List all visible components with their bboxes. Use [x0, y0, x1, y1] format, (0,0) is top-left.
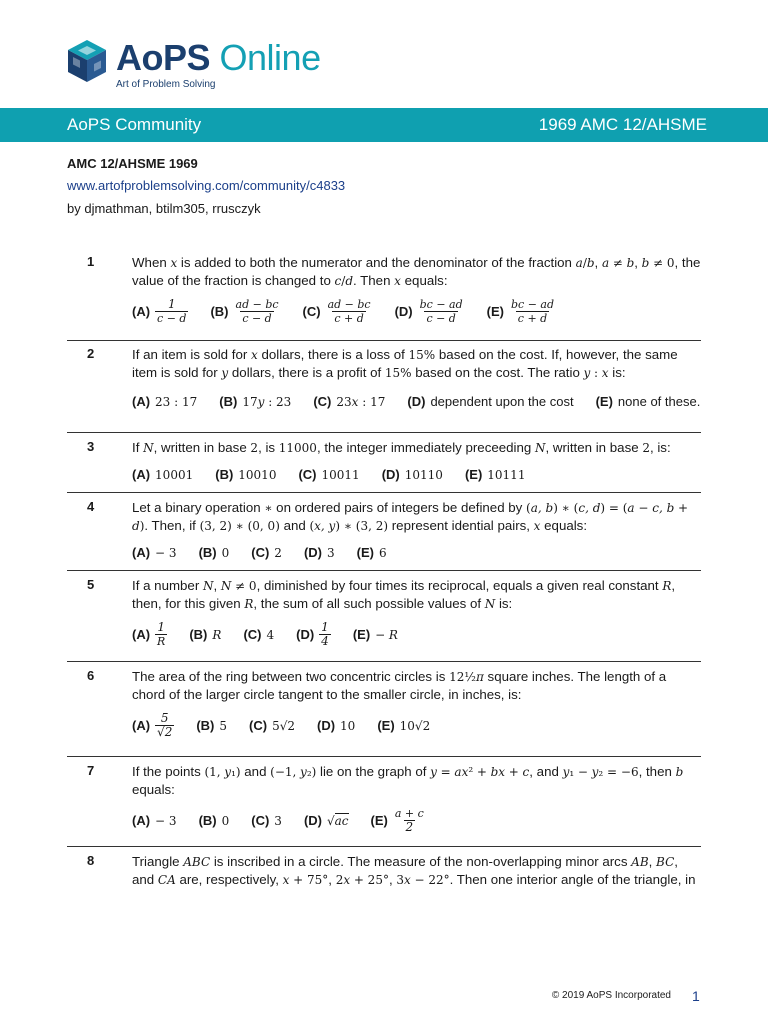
answer-choices: [132, 712, 701, 739]
authors: by djmathman, btilm305, rrusczyk: [67, 201, 261, 216]
answer-choices: [132, 394, 701, 409]
choice-e: (E) 10√2: [377, 718, 431, 733]
choice-b: (B) R: [189, 627, 222, 642]
problem-number: 4: [87, 499, 95, 514]
choice-a: (A) − 3: [132, 545, 177, 560]
contest-title: AMC 12/AHSME 1969: [67, 156, 198, 171]
problem-number: 6: [87, 668, 95, 683]
choice-a: (A) − 3: [132, 813, 177, 828]
choice-b: (B) 10010: [215, 467, 277, 482]
choice-c: (C) 5√2: [249, 718, 295, 733]
divider: [67, 846, 701, 847]
choice-e: (E) $\frac{bc - ad}{c + d}$: [486, 298, 555, 325]
choice-e: (E) none of these.: [595, 394, 701, 409]
choice-c: (C) 2: [251, 545, 282, 560]
divider: [67, 340, 701, 341]
answer-choices: [132, 298, 701, 325]
problem-text: If a number N, N ≠ 0, diminished by four times its reciprocal, equals a given real constant R, then, for this given R, the sum of all such possible values of N is:: [132, 578, 676, 611]
problem-number: 2: [87, 346, 95, 361]
choice-b: (B) $\frac{ad - bc}{c - d}$: [210, 298, 279, 325]
choice-e: (E) $\frac{a + c}{2}$: [370, 807, 424, 834]
choice-d: (D) $\frac{bc - ad}{c - d}$: [394, 298, 463, 325]
choice-a: (A) $\frac{1}{R}$: [132, 620, 166, 648]
choice-d: (D) √ ac: [303, 813, 349, 828]
choice-e: (E) − R: [352, 627, 398, 642]
choice-c: (C) 4: [243, 627, 275, 642]
problem-8: [67, 853, 701, 889]
choice-b: (B) 17 y : 23: [219, 394, 292, 409]
page-number: 1: [692, 988, 700, 1004]
banner-community[interactable]: AoPS Community: [67, 115, 202, 134]
problem-text: When x is added to both the numerator and the denominator of the fraction a/b, a ≠ b, b ≠ 0, the value of the fraction is changed to c/d. Then x equals:: [132, 255, 701, 288]
choice-a: (A) 23 : 17: [132, 394, 198, 409]
problem-text: If N, written in base 2, is 11000, the integer immediately preceeding N, written in base 2, is:: [132, 440, 671, 455]
choice-c: (C) 10011: [298, 467, 360, 482]
problem-number: 1: [87, 254, 95, 269]
choice-c: (C) $\frac{ad - bc}{c + d}$: [302, 298, 371, 325]
problem-2: [67, 346, 701, 409]
divider: [67, 432, 701, 433]
choice-b: (B) 0: [198, 813, 230, 828]
choice-a: (A) $\frac{1}{c - d}$: [132, 297, 187, 325]
divider: [67, 756, 701, 757]
answer-choices: [132, 621, 701, 648]
community-link[interactable]: www.artofproblemsolving.com/community/c4833: [67, 178, 346, 193]
cube-logo-icon: [66, 38, 108, 84]
problem-3: [67, 439, 701, 482]
problem-text: The area of the ring between two concentric circles is 12½π square inches. The length of a chord of the larger circle tangent to the smaller circle, in inches, is:: [132, 669, 667, 702]
problem-5: [67, 577, 701, 648]
divider: [67, 661, 701, 662]
divider: [67, 570, 701, 571]
choice-d: (D) 10110: [381, 467, 443, 482]
choice-d: (D) 3: [303, 545, 335, 560]
answer-choices: [132, 467, 701, 482]
divider: [67, 492, 701, 493]
choice-d: (D) $\frac{1}{4}$: [296, 620, 329, 648]
logo-tagline: Art of Problem Solving: [116, 79, 216, 90]
problem-number: 7: [87, 763, 95, 778]
choice-e: (E) 10111: [464, 467, 526, 482]
problem-text: Let a binary operation ∗ on ordered pairs of integers be defined by (a, b) ∗ (c, d) = (a − c, b + d). Then, if (3, 2) ∗ (0, 0) and (x, y) ∗ (3, 2) represent idential pairs, x equals:: [132, 500, 689, 533]
answer-choices: [132, 807, 701, 834]
answer-choices: [132, 545, 701, 560]
problem-text: If the points (1, y₁) and (−1, y₂) lie on the graph of y = ax² + bx + c, and y₁ − y₂ = −6, then b equals:: [132, 764, 684, 797]
choice-d: (D) 10: [316, 718, 356, 733]
footer-copyright: © 2019 AoPS Incorporated: [551, 990, 671, 1001]
choice-b: (B) 0: [198, 545, 230, 560]
problem-1: [67, 254, 701, 325]
problem-text: Triangle ABC is inscribed in a circle. The measure of the non-overlapping minor arcs AB, BC, and CA are, respectively, x + 75°, 2x + 25°, 3x − 22°. Then one interior angle of the triangle, in: [132, 854, 696, 887]
problem-text: If an item is sold for x dollars, there is a loss of 15% based on the cost. If, however, the same item is sold for y dollars, there is a profit of 15% based on the cost. The ratio y : x is:: [132, 347, 678, 380]
choice-a: (A) $\frac{5}{√2}$: [132, 711, 173, 739]
choice-d: (D) dependent upon the cost: [407, 394, 574, 409]
choice-e: (E) 6: [356, 545, 387, 560]
choice-c: (C) 3: [251, 813, 282, 828]
problem-7: [67, 763, 701, 834]
problem-number: 3: [87, 439, 95, 454]
problem-number: 8: [87, 853, 95, 868]
problem-6: [67, 668, 701, 739]
header-banner: [0, 108, 768, 142]
aops-logo[interactable]: [66, 38, 321, 94]
problem-number: 5: [87, 577, 95, 592]
choice-a: (A) 10001: [132, 467, 194, 482]
choice-c: (C) 23 x : 17: [313, 394, 386, 409]
problem-4: [67, 499, 701, 560]
banner-contest-title: 1969 AMC 12/AHSME: [538, 115, 707, 134]
logo-name: AoPS Online: [116, 37, 321, 78]
choice-b: (B) 5: [196, 718, 228, 733]
